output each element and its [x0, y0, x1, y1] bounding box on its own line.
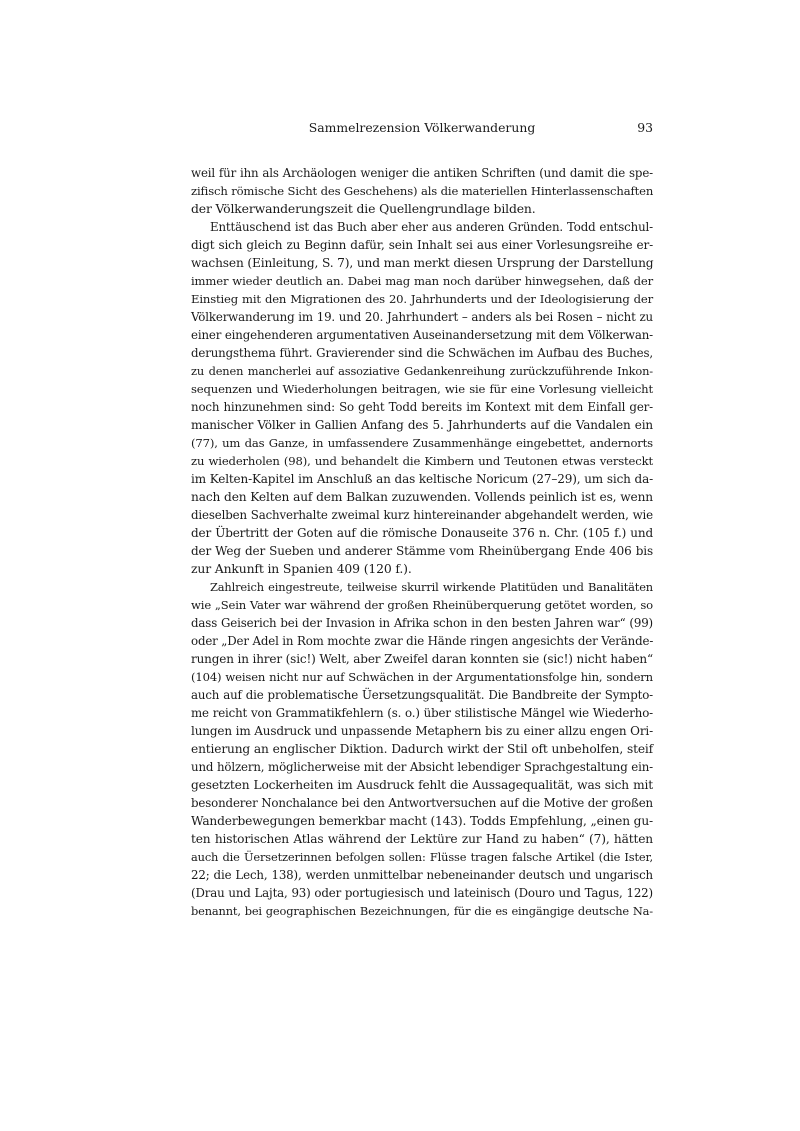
text-line: (77), um das Ganze, in umfassendere Zusammenhänge eingebettet, andernorts [191, 436, 653, 450]
text-line: zur Ankunft in Spanien 409 (120 f.). [191, 561, 412, 576]
text-line: der Völkerwanderungszeit die Quellengrundlage bilden. [191, 201, 536, 216]
text-line: und hölzern, möglicherweise mit der Absicht lebendiger Sprachgestaltung ein- [191, 760, 653, 774]
text-line: Zahlreich eingestreute, teilweise skurril wirkende Platitüden und Banalitäten [210, 580, 653, 594]
text-line: wachsen (Einleitung, S. 7), und man merkt diesen Ursprung der Darstellung [191, 256, 654, 270]
text-line: weil für ihn als Archäologen weniger die antiken Schriften (und damit die spe- [191, 166, 653, 180]
text-line: immer wieder deutlich an. Dabei mag man noch darüber hinwegsehen, daß der [191, 274, 653, 288]
running-head [191, 118, 653, 140]
text-line: auch auf die problematische Üersetzungsqualität. Die Bandbreite der Sympto- [191, 688, 653, 702]
text-line: wie „Sein Vater war während der großen Rheinüberquerung getötet worden, so [191, 598, 653, 612]
text-line: manischer Völker in Gallien Anfang des 5. Jahrhunderts auf die Vandalen ein [191, 418, 653, 432]
text-line: rungen in ihrer (sic!) Welt, aber Zweifel daran konnten sie (sic!) nicht haben“ [191, 652, 653, 666]
text-line: 22; die Lech, 138), werden unmittelbar nebeneinander deutsch und ungarisch [191, 868, 653, 882]
text-line: ten historischen Atlas während der Lektüre zur Hand zu haben“ (7), hätten [191, 832, 653, 846]
text-line: Einstieg mit den Migrationen des 20. Jahrhunderts und der Ideologisierung der [191, 292, 653, 306]
text-line: (104) weisen nicht nur auf Schwächen in der Argumentationsfolge hin, sondern [191, 670, 653, 684]
text-line: benannt, bei geographischen Bezeichnungen, für die es eingängige deutsche Na- [191, 904, 653, 918]
page-number: 93 [637, 120, 653, 135]
text-line: zifisch römische Sicht des Geschehens) als die materiellen Hinterlassenschaften [191, 184, 654, 198]
text-line: zu denen mancherlei auf assoziative Gedankenreihung zurückzuführende Inkon- [191, 364, 653, 378]
text-line: derungsthema führt. Gravierender sind die Schwächen im Aufbau des Buches, [191, 346, 653, 360]
text-line: der Weg der Sueben und anderer Stämme vom Rheinübergang Ende 406 bis [191, 544, 653, 558]
text-line: Wanderbewegungen bemerkbar macht (143). Todds Empfehlung, „einen gu- [191, 814, 653, 828]
text-line: lungen im Ausdruck und unpassende Metaphern bis zu einer allzu engen Ori- [191, 724, 653, 738]
text-line: Völkerwanderung im 19. und 20. Jahrhundert – anders als bei Rosen – nicht zu [191, 310, 653, 324]
text-line: zu wiederholen (98), und behandelt die Kimbern und Teutonen etwas versteckt [191, 454, 653, 468]
text-line: me reicht von Grammatikfehlern (s. o.) über stilistische Mängel wie Wiederho- [191, 706, 653, 720]
text-line: (Drau und Lajta, 93) oder portugiesisch und lateinisch (Douro und Tagus, 122) [191, 886, 653, 900]
text-line: noch hinzunehmen sind: So geht Todd bereits im Kontext mit dem Einfall ger- [191, 400, 653, 414]
text-line: digt sich gleich zu Beginn dafür, sein Inhalt sei aus einer Vorlesungsreihe er- [191, 238, 653, 252]
running-title: Sammelrezension Völkerwanderung [308, 120, 536, 135]
body-text [191, 164, 653, 920]
text-line: dieselben Sachverhalte zweimal kurz hintereinander abgehandelt werden, wie [191, 508, 653, 522]
page [191, 118, 653, 920]
text-line: der Übertritt der Goten auf die römische Donauseite 376 n. Chr. (105 f.) und [191, 526, 653, 540]
text-line: oder „Der Adel in Rom mochte zwar die Hände ringen angesichts der Verände- [191, 634, 654, 648]
text-line: im Kelten-Kapitel im Anschluß an das keltische Noricum (27–29), um sich da- [191, 472, 653, 486]
text-line: einer eingehenderen argumentativen Auseinandersetzung mit dem Völkerwan- [191, 328, 653, 342]
text-line: auch die Üersetzerinnen befolgen sollen: Flüsse tragen falsche Artikel (die Ister, [191, 850, 653, 864]
text-line: besonderer Nonchalance bei den Antwortversuchen auf die Motive der großen [191, 796, 653, 810]
text-line: entierung an englischer Diktion. Dadurch wirkt der Stil oft unbeholfen, steif [191, 742, 653, 756]
text-line: sequenzen und Wiederholungen beitragen, wie sie für eine Vorlesung vielleicht [191, 382, 653, 396]
text-line: dass Geiserich bei der Invasion in Afrika schon in den besten Jahren war“ (99) [191, 616, 653, 630]
text-line: gesetzten Lockerheiten im Ausdruck fehlt die Aussagequalität, was sich mit [191, 778, 653, 792]
text-line: nach den Kelten auf dem Balkan zuzuwenden. Vollends peinlich ist es, wenn [191, 490, 653, 504]
text-line: Enttäuschend ist das Buch aber eher aus anderen Gründen. Todd entschul- [210, 220, 653, 234]
